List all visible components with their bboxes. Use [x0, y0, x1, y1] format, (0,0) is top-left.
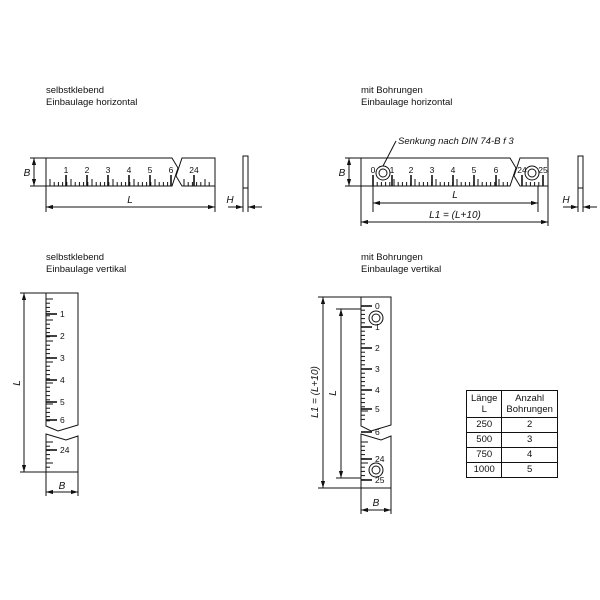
tick-marks — [361, 306, 372, 480]
scale-label: 24 — [60, 445, 70, 455]
mounting-hole — [376, 166, 390, 180]
scale-label: 6 — [60, 415, 65, 425]
cell-holes: 4 — [502, 448, 557, 463]
caption-orientation: Einbaulage horizontal — [361, 97, 453, 108]
mounting-hole — [525, 166, 539, 180]
scale-label: 2 — [60, 331, 65, 341]
scale-label: 5 — [147, 165, 153, 175]
scale-label: 24 — [517, 165, 527, 175]
scale-label: 4 — [375, 385, 380, 395]
dimension-l — [46, 186, 215, 212]
scale-labels — [371, 165, 548, 175]
dim-l-label: L — [328, 390, 339, 396]
dimension-l-vertical-holes — [328, 309, 361, 478]
scale-label: 24 — [189, 165, 199, 175]
scale-label: 3 — [375, 364, 380, 374]
scale-label: 5 — [471, 165, 477, 175]
scale-label: 6 — [493, 165, 499, 175]
side-view-thickness — [562, 156, 597, 212]
scale-label: 4 — [450, 165, 456, 175]
scale-label: 3 — [429, 165, 435, 175]
mounting-hole-inner — [528, 169, 536, 177]
cell-length: 750 — [467, 448, 502, 463]
scale-label: 3 — [60, 353, 65, 363]
caption-type: mit Bohrungen — [361, 252, 423, 263]
ruler-vertical-plain — [46, 293, 78, 472]
scale-label: 24 — [375, 454, 385, 464]
scale-label: 1 — [63, 165, 69, 175]
callout-text: Senkung nach DIN 74-B f 3 — [398, 136, 514, 147]
header-holes: Anzahl Bohrungen — [502, 391, 557, 418]
table-row — [467, 448, 558, 463]
ruler-vertical-holes — [361, 297, 391, 488]
cell-length: 250 — [467, 418, 502, 433]
scale-labels — [60, 309, 70, 455]
caption-orientation: Einbaulage horizontal — [46, 97, 138, 108]
mounting-hole-inner — [372, 314, 380, 322]
dim-l-label: L — [127, 195, 133, 206]
dim-h-label: H — [562, 195, 570, 206]
scale-label: 1 — [60, 309, 65, 319]
scale-label: 25 — [538, 165, 548, 175]
scale-label: 6 — [375, 427, 380, 437]
dim-l-label: L — [12, 380, 23, 386]
ruler-horizontal-holes — [361, 158, 548, 186]
scale-label: 1 — [375, 322, 380, 332]
scale-labels — [375, 301, 385, 485]
scale-label: 2 — [375, 343, 380, 353]
dim-l1-label: L1 = (L+10) — [310, 366, 321, 418]
scale-label: 3 — [105, 165, 111, 175]
mounting-hole-inner — [379, 169, 387, 177]
scale-label: 2 — [84, 165, 90, 175]
table-header-row — [467, 391, 558, 418]
table-row — [467, 418, 558, 433]
tick-marks — [373, 175, 543, 186]
dim-l1-label: L1 = (L+10) — [429, 210, 481, 221]
dimension-b-bottom — [361, 488, 391, 514]
caption-orientation: Einbaulage vertikal — [46, 264, 127, 275]
dimension-b-left — [24, 158, 46, 186]
scale-label: 4 — [126, 165, 132, 175]
tick-marks — [50, 175, 209, 186]
caption-type: selbstklebend — [46, 252, 105, 263]
scale-label: 25 — [375, 475, 385, 485]
dimension-b-bottom — [46, 472, 78, 496]
caption-type: mit Bohrungen — [361, 85, 423, 96]
cell-holes: 5 — [502, 463, 557, 478]
dim-b-label: B — [372, 498, 380, 509]
table-row — [467, 433, 558, 448]
cell-holes: 3 — [502, 433, 557, 448]
ruler-horizontal-plain — [46, 158, 215, 186]
dimension-l-vertical — [12, 293, 46, 472]
dim-l-label: L — [452, 190, 458, 201]
spec-table — [466, 390, 558, 478]
dim-b-label: B — [23, 168, 31, 179]
callout-countersink — [383, 136, 514, 166]
cell-holes: 2 — [502, 418, 557, 433]
cell-length: 1000 — [467, 463, 502, 478]
side-view-thickness — [226, 156, 262, 212]
scale-label: 1 — [389, 165, 395, 175]
dimension-b-right — [339, 158, 361, 186]
scale-label: 0 — [370, 165, 376, 175]
table-row — [467, 463, 558, 478]
scale-label: 5 — [375, 404, 380, 414]
cell-length: 500 — [467, 433, 502, 448]
scale-label: 4 — [60, 375, 65, 385]
dim-b-label: B — [58, 481, 66, 492]
scale-label: 2 — [408, 165, 414, 175]
caption-type: selbstklebend — [46, 85, 105, 96]
dim-h-label: H — [226, 195, 234, 206]
scale-label: 0 — [375, 301, 380, 311]
dim-b-label: B — [338, 168, 346, 179]
scale-label: 5 — [60, 397, 65, 407]
caption-orientation: Einbaulage vertikal — [361, 264, 442, 275]
scale-label: 6 — [168, 165, 174, 175]
tick-marks — [46, 299, 57, 467]
dimension-l-holes — [373, 186, 538, 212]
header-length: Länge L — [467, 391, 502, 418]
mounting-hole-inner — [372, 466, 380, 474]
